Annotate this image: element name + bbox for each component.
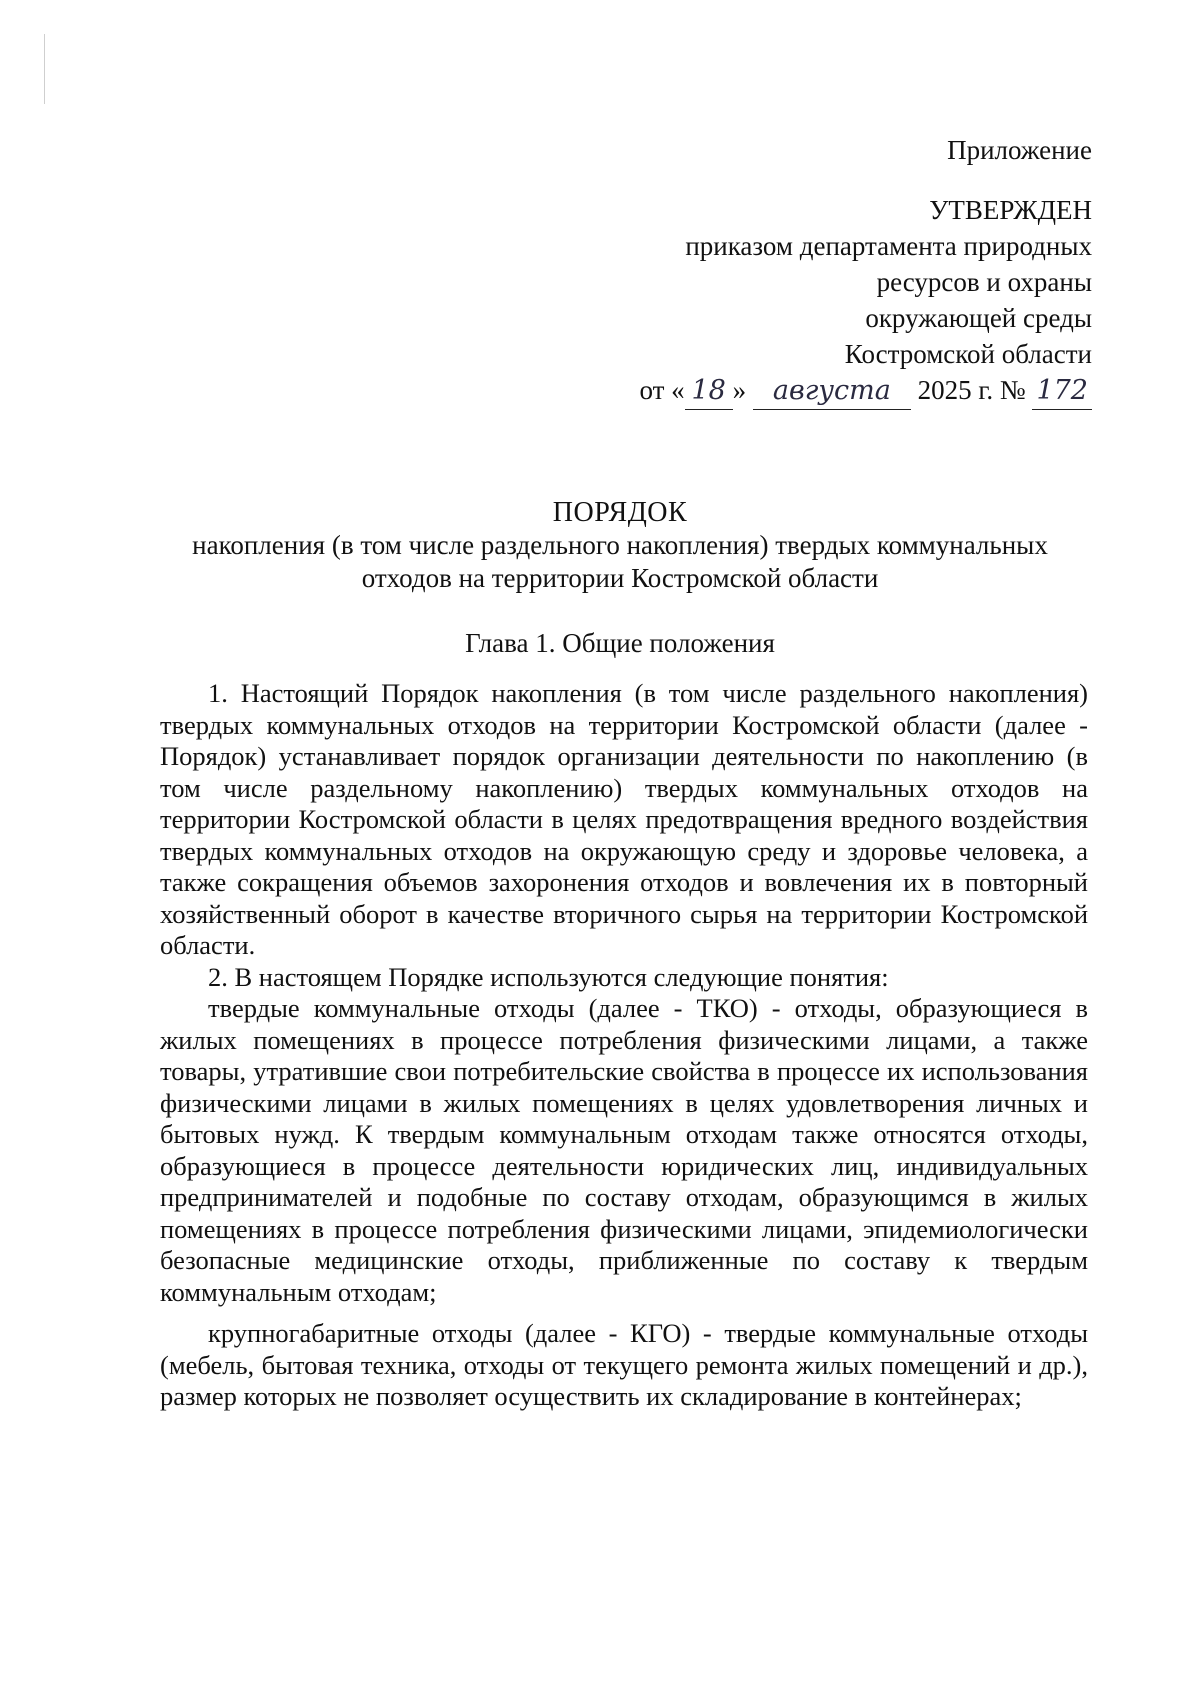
handwritten-day: 18 bbox=[685, 373, 733, 410]
document-title: ПОРЯДОК bbox=[552, 497, 688, 528]
document-subtitle: накопления (в том числе раздельного накопления) твердых коммунальных отходов на территории Костромской области bbox=[192, 530, 1048, 593]
approval-line-4: Костромской области bbox=[844, 339, 1092, 369]
order-date-line bbox=[639, 372, 1092, 410]
document-heading bbox=[150, 496, 1090, 595]
date-year: 2025 г. № bbox=[917, 375, 1026, 405]
date-prefix: от « bbox=[639, 375, 685, 405]
approval-block bbox=[639, 132, 1092, 410]
handwritten-month: августа bbox=[753, 373, 911, 410]
paragraph-2: 2. В настоящем Порядке используются следующие понятия: bbox=[208, 961, 889, 992]
document-body bbox=[160, 678, 1088, 1413]
scan-edge-mark bbox=[44, 34, 45, 104]
chapter-heading: Глава 1. Общие положения bbox=[465, 628, 775, 658]
approval-line-3: окружающей среды bbox=[865, 303, 1092, 333]
definition-tko: твердые коммунальные отходы (далее - ТКО) - отходы, образующиеся в жилых помещениях в процессе потребления физическими лицами, а также товары, утратившие свои потребительские свойства в процессе их использования физическими лицами в жилых помещениях в целях удовлетворения личных и бытовых нужд. К твердым коммунальным отходам также относятся отходы, образующиеся в процессе деятельности юридических лиц, индивидуальных предпринимателей и подобные по составу отходам, образующимся в жилых помещениях в процессе потребления физическими лицами, эпидемиологически безопасные медицинские отходы, приближенные по составу к твердым коммунальным отходам; bbox=[160, 993, 1088, 1307]
approved-label: УТВЕРЖДЕН bbox=[929, 195, 1092, 225]
appendix-label: Приложение bbox=[947, 135, 1092, 165]
date-mid: » bbox=[732, 375, 747, 405]
approval-line-2: ресурсов и охраны bbox=[876, 267, 1092, 297]
approval-line-1: приказом департамента природных bbox=[685, 231, 1092, 261]
definition-kgo: крупногабаритные отходы (далее - КГО) - твердые коммунальные отходы (мебель, бытовая техника, отходы от текущего ремонта жилых помещений и др.), размер которых не позволяет осуществить их складирование в контейнерах; bbox=[160, 1318, 1088, 1411]
paragraph-1: 1. Настоящий Порядок накопления (в том числе раздельного накопления) твердых коммунальных отходов на территории Костромской области (далее - Порядок) устанавливает порядок организации деятельности по накоплению (в том числе раздельному накоплению) твердых коммунальных отходов на территории Костромской области в целях предотвращения вредного воздействия твердых коммунальных отходов на окружающую среду и здоровье человека, а также сокращения объемов захоронения отходов и вовлечения их в повторный хозяйственный оборот в качестве вторичного сырья на территории Костромской области. bbox=[160, 678, 1088, 960]
handwritten-order-number: 172 bbox=[1032, 373, 1092, 410]
